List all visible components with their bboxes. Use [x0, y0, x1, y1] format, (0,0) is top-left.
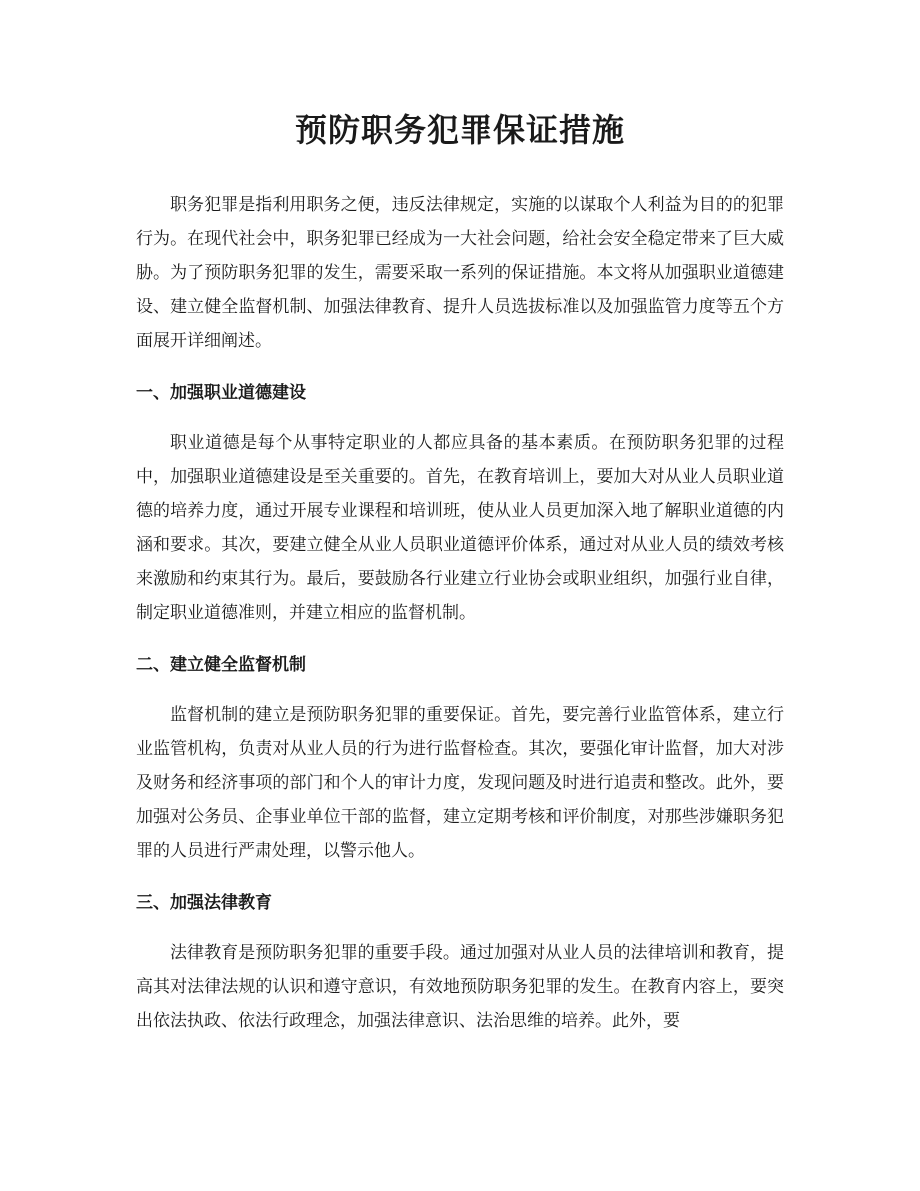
section-heading-3: 三、加强法律教育 [136, 893, 272, 913]
intro-paragraph: 职务犯罪是指利用职务之便，违反法律规定，实施的以谋取个人利益为目的的犯罪行为。在现代社会中，职务犯罪已经成为一大社会问题，给社会安全稳定带来了巨大威胁。为了预防职务犯罪的发生，需要采取一系列的保证措施。本文将从加强职业道德建设、建立健全监督机制、加强法律教育、提升人员选拔标准以及加强监管力度等五个方面展开详细阐述。 [136, 195, 784, 351]
section-heading-1: 一、加强职业道德建设 [136, 383, 306, 403]
section-heading-2: 二、建立健全监督机制 [136, 655, 306, 675]
section-body-2: 监督机制的建立是预防职务犯罪的重要保证。首先，要完善行业监管体系，建立行业监管机构，负责对从业人员的行为进行监督检查。其次，要强化审计监督，加大对涉及财务和经济事项的部门和个人的审计力度，发现问题及时进行追责和整改。此外，要加强对公务员、企事业单位干部的监督，建立定期考核和评价制度，对那些涉嫌职务犯罪的人员进行严肃处理，以警示他人。 [136, 705, 784, 861]
section-body-1: 职业道德是每个从事特定职业的人都应具备的基本素质。在预防职务犯罪的过程中，加强职业道德建设是至关重要的。首先，在教育培训上，要加大对从业人员职业道德的培养力度，通过开展专业课程和培训班，使从业人员更加深入地了解职业道德的内涵和要求。其次，要建立健全从业人员职业道德评价体系，通过对从业人员的绩效考核来激励和约束其行为。最后，要鼓励各行业建立行业协会或职业组织，加强行业自律，制定职业道德准则，并建立相应的监督机制。 [136, 433, 784, 623]
page-title: 预防职务犯罪保证措施 [294, 111, 625, 149]
section-body-3: 法律教育是预防职务犯罪的重要手段。通过加强对从业人员的法律培训和教育，提高其对法律法规的认识和遵守意识，有效地预防职务犯罪的发生。在教育内容上，要突出依法执政、依法行政理念，加强法律意识、法治思维的培养。此外，要 [136, 943, 784, 1031]
